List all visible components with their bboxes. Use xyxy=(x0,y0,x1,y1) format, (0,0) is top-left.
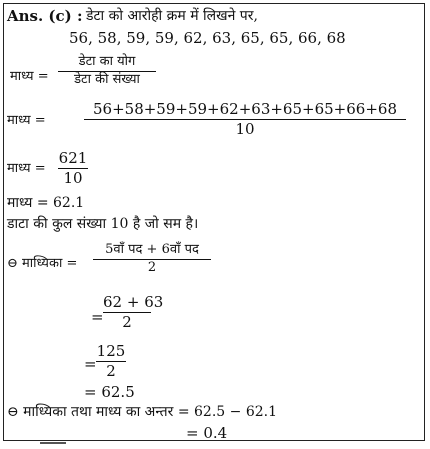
answer-intro: डेटा को आरोही क्रम में लिखने पर, xyxy=(86,8,258,24)
median-step2-fraction xyxy=(96,343,126,381)
mean-sum-numerator: 56+58+59+59+62+63+65+65+66+68 xyxy=(93,100,397,118)
mean-formula-lhs: माध्य = xyxy=(10,69,49,84)
mean-sum-fraction xyxy=(84,101,406,139)
median-step2-eq: = xyxy=(84,355,97,373)
mean-value-lhs: माध्य = xyxy=(7,161,46,176)
median-formula-denominator: 2 xyxy=(147,259,157,275)
answer-label: Ans. (c) : xyxy=(7,7,83,25)
difference-result: = 0.4 xyxy=(186,424,228,442)
median-step1-eq: = xyxy=(91,308,104,326)
median-step1-numerator: 62 + 63 xyxy=(103,293,164,311)
count-statement: डाटा की कुल संख्या 10 है जो सम है। xyxy=(7,216,199,232)
median-formula-numerator: 5वाँ पद + 6वाँ पद xyxy=(105,242,199,257)
median-formula-fraction xyxy=(93,243,211,276)
sorted-data-list: 56, 58, 59, 59, 62, 63, 65, 65, 66, 68 xyxy=(69,29,346,47)
mean-formula-numerator: डेटा का योग xyxy=(78,54,136,69)
mean-formula-denominator: डेटा की संख्या xyxy=(74,71,140,87)
mean-value-fraction xyxy=(58,150,88,188)
mean-result: माध्य = 62.1 xyxy=(7,195,85,211)
median-result: = 62.5 xyxy=(84,383,135,401)
median-step1-fraction xyxy=(103,293,164,332)
mean-value-numerator: 621 xyxy=(58,149,88,167)
mean-sum-lhs: माध्य = xyxy=(7,113,46,128)
median-step1-denominator: 2 xyxy=(122,313,132,332)
mean-sum-denominator: 10 xyxy=(235,120,255,139)
median-step2-denominator: 2 xyxy=(106,362,116,381)
mean-value-denominator: 10 xyxy=(63,169,83,188)
difference-statement: ⊖ माध्यिका तथा माध्य का अन्तर = 62.5 − 62.1 xyxy=(7,404,277,420)
median-formula-lhs: ⊖ माध्यिका = xyxy=(7,256,78,271)
median-step2-numerator: 125 xyxy=(96,342,126,360)
mean-formula-fraction xyxy=(58,55,156,88)
